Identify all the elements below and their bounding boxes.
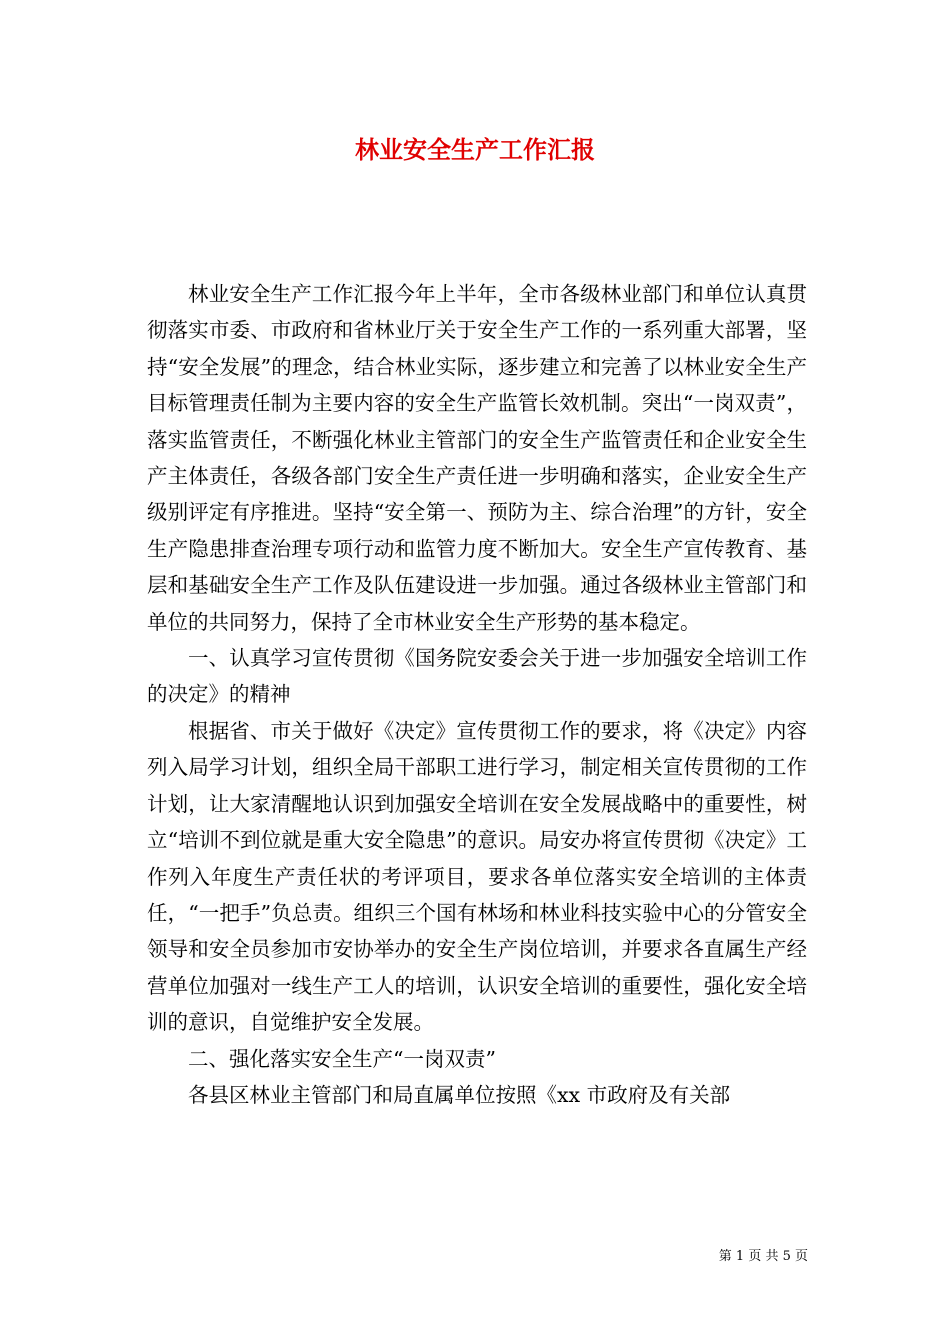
paragraph-intro: 林业安全生产工作汇报今年上半年，全市各级林业部门和单位认真贯彻落实市委、市政府和省林业厅关于安全生产工作的一系列重大部署，坚持“安全发展”的理念，结合林业实际，逐步建立和完善了以林业安全生产目标管理责任制为主要内容的安全生产监管长效机制。突出“一岗双责”，落实监管责任，不断强化林业主管部门的安全生产监管责任和企业安全生产主体责任，各级各部门安全生产责任进一步明确和落实，企业安全生产级别评定有序推进。坚持“安全第一、预防为主、综合治理”的方针，安全生产隐患排查治理专项行动和监管力度不断加大。安全生产宣传教育、基层和基础安全生产工作及队伍建设进一步加强。通过各级林业主管部门和单位的共同努力，保持了全市林业安全生产形势的基本稳定。 [147, 282, 807, 634]
paragraph-section-2: 各县区林业主管部门和局直属单位按照《xx 市政府及有关部 [188, 1082, 731, 1107]
document-body [147, 276, 807, 1113]
paragraph-section-1: 根据省、市关于做好《决定》宣传贯彻工作的要求，将《决定》内容列入局学习计划，组织全局干部职工进行学习，制定相关宣传贯彻的工作计划，让大家清醒地认识到加强安全培训在安全发展战略中的重要性，树立“培训不到位就是重大安全隐患”的意识。局安办将宣传贯彻《决定》工作列入年度生产责任状的考评项目，要求各单位落实安全培训的主体责任，“一把手”负总责。组织三个国有林场和林业科技实验中心的分管安全领导和安全员参加市安协举办的安全生产岗位培训，并要求各直属生产经营单位加强对一线生产工人的培训，认识安全培训的重要性，强化安全培训的意识，自觉维护安全发展。 [147, 718, 807, 1035]
section-heading-1: 一、认真学习宣传贯彻《国务院安委会关于进一步加强安全培训工作的决定》的精神 [147, 646, 807, 707]
document-title: 林业安全生产工作汇报 [355, 135, 595, 164]
page-number: 第 1 页 共 5 页 [718, 1249, 808, 1264]
section-heading-2: 二、强化落实安全生产“一岗双责” [188, 1046, 496, 1071]
